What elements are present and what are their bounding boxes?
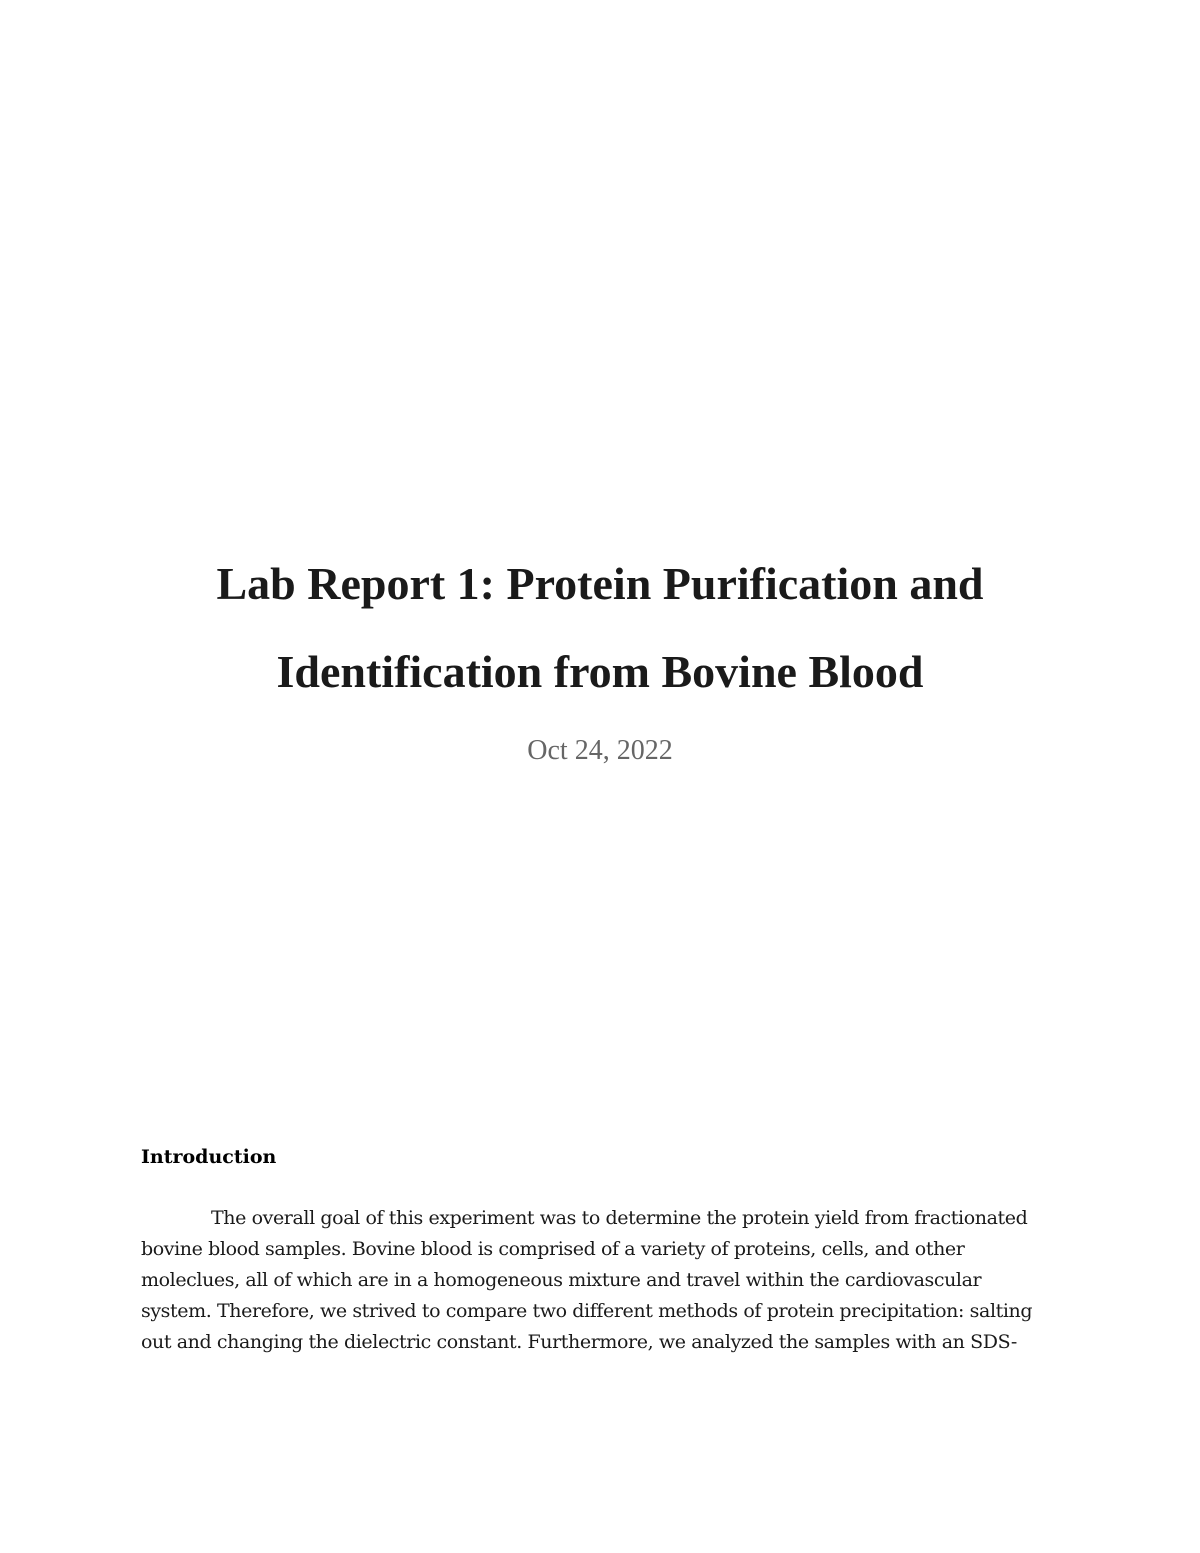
paragraph-line: bovine blood samples. Bovine blood is comprised of a variety of proteins, cells, and other <box>141 1238 965 1260</box>
introduction-heading: Introduction <box>141 1146 277 1168</box>
paragraph-line: moleclues, all of which are in a homogeneous mixture and travel within the cardiovascular <box>141 1269 982 1291</box>
paragraph-line: system. Therefore, we strived to compare two different methods of protein precipitation: salting <box>141 1300 1033 1322</box>
paragraph-line: The overall goal of this experiment was to determine the protein yield from fractionated <box>211 1207 1028 1229</box>
document-title-line-1: Lab Report 1: Protein Purification and <box>216 558 984 609</box>
document-date: Oct 24, 2022 <box>527 735 673 766</box>
introduction-section <box>141 1143 1061 1358</box>
title-block <box>0 540 1200 768</box>
document-title-line-2: Identification from Bovine Blood <box>276 646 924 697</box>
paragraph-line: out and changing the dielectric constant. Furthermore, we analyzed the samples with an SDS- <box>141 1331 1017 1353</box>
